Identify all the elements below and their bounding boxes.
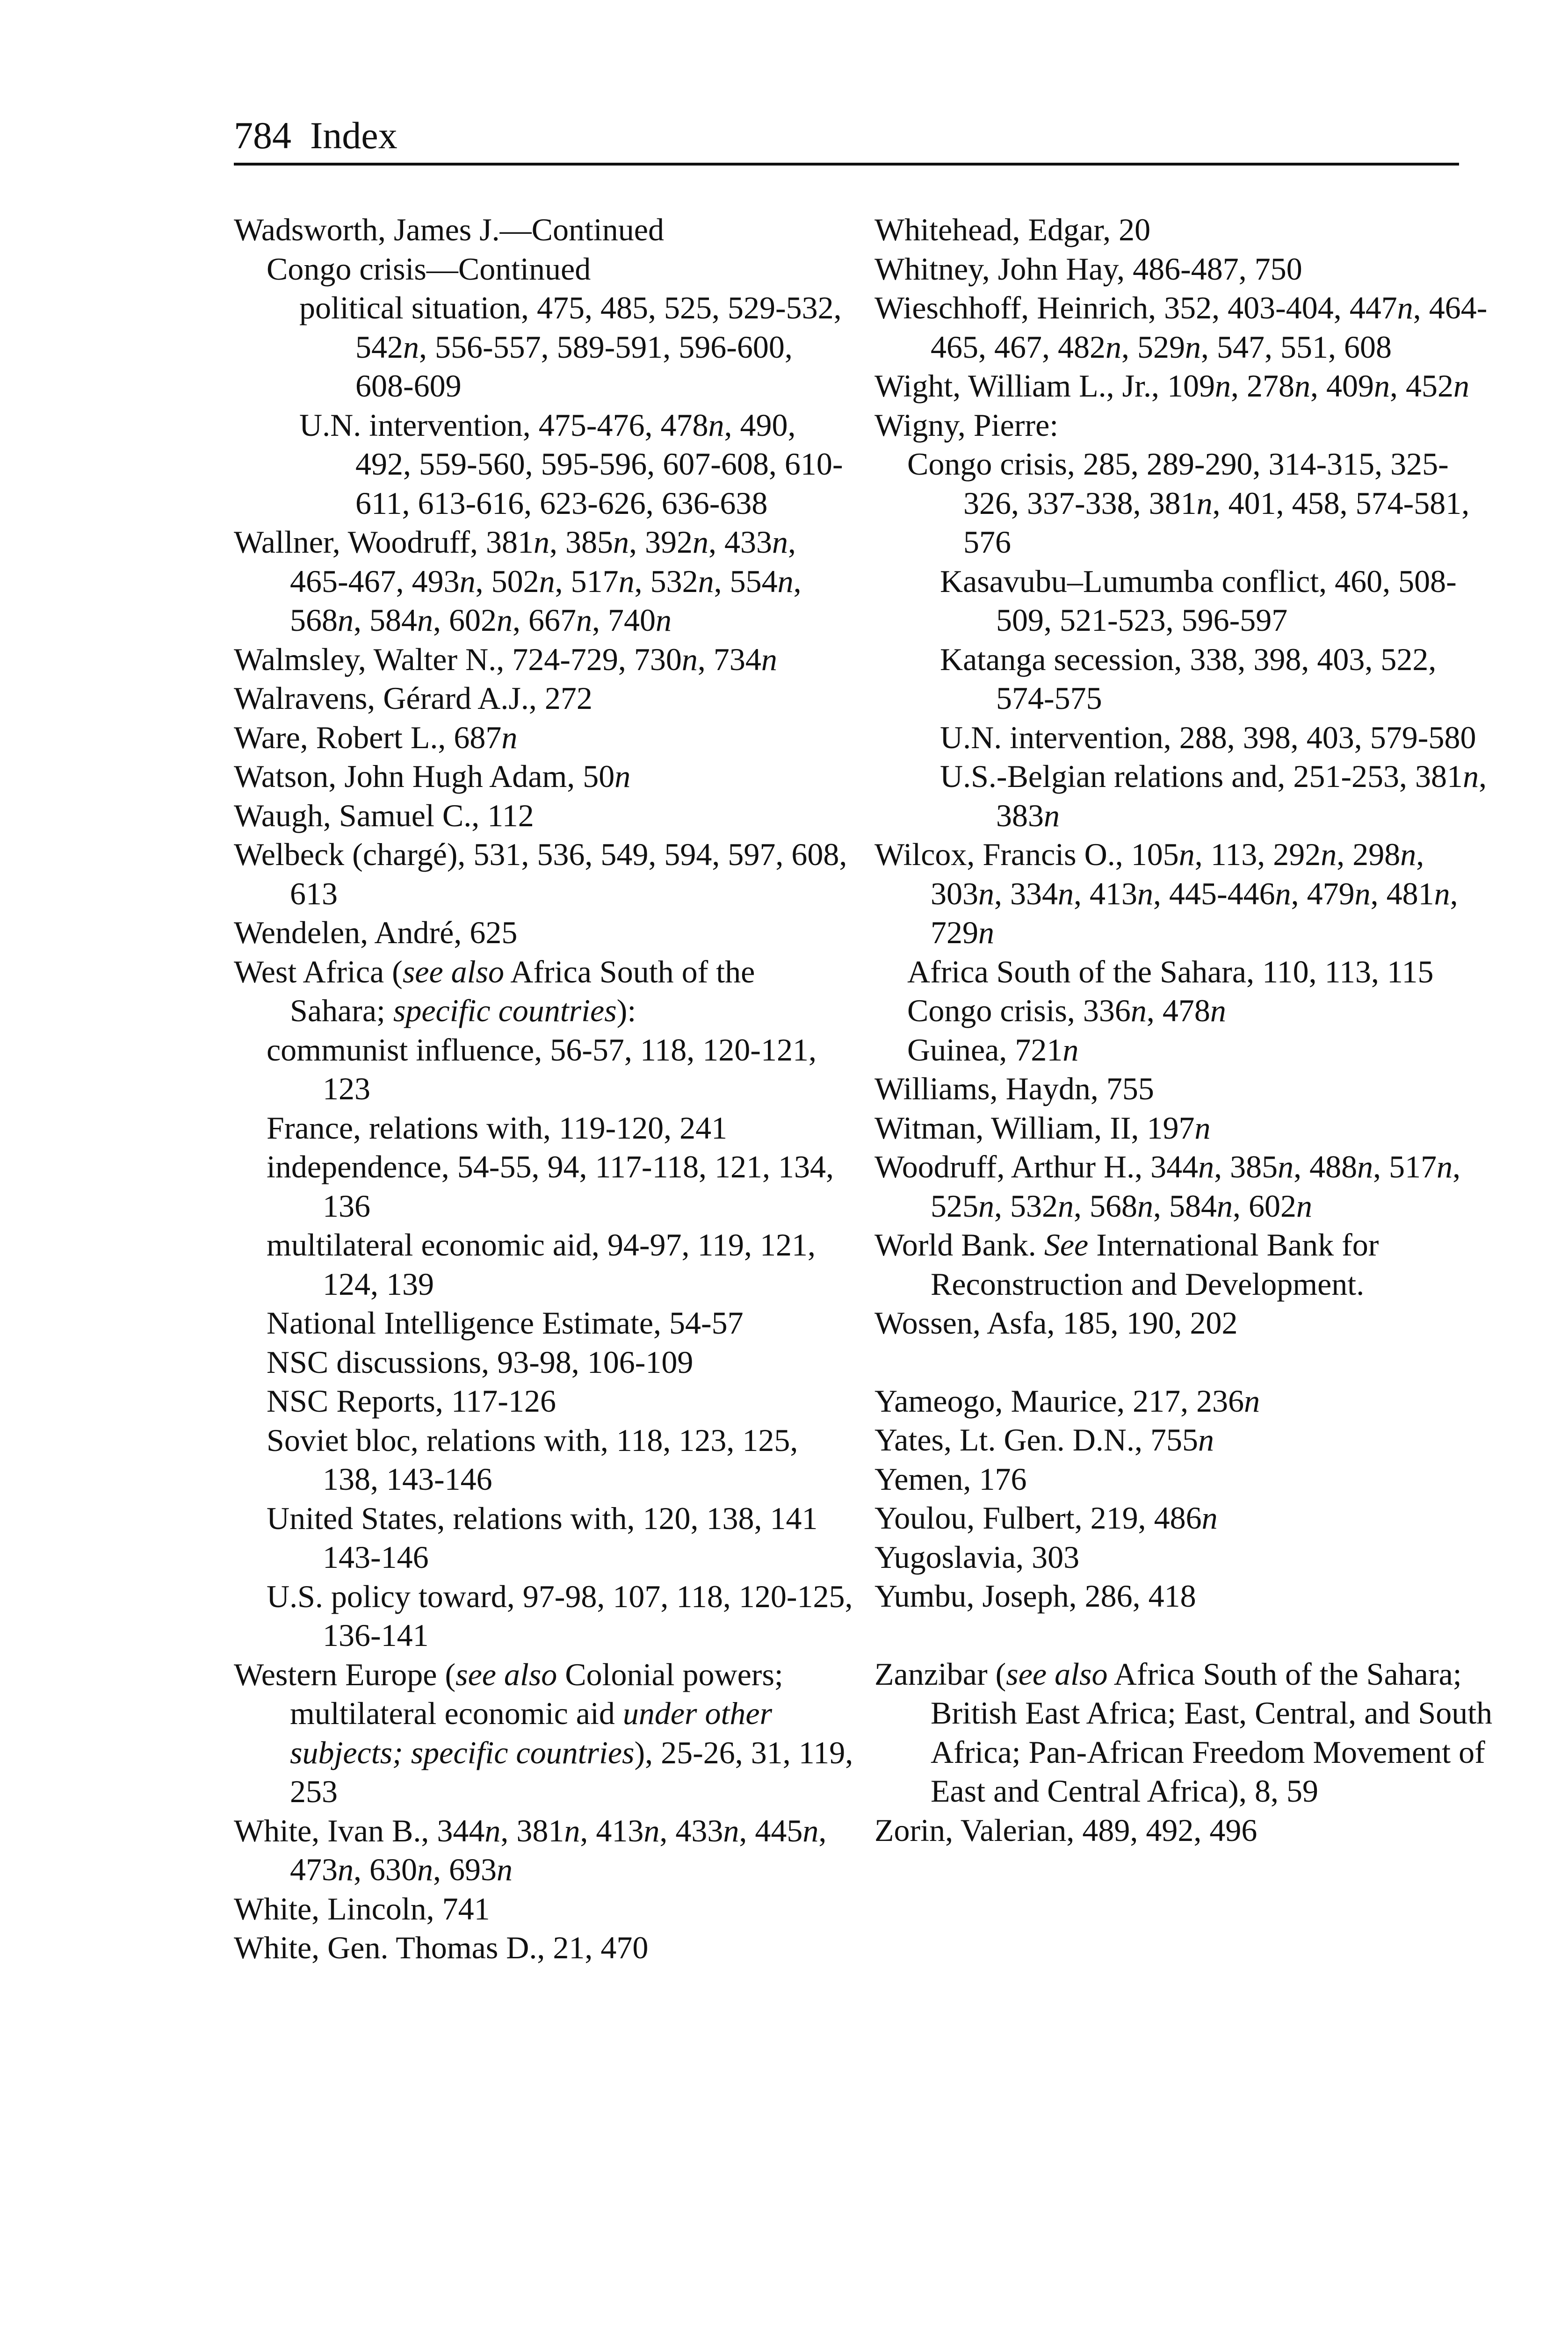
index-subentry: Guinea, 721n [907,1032,1079,1068]
index-column-right [874,210,1496,1850]
index-entry: Wossen, Asfa, 185, 190, 202 [874,1305,1238,1341]
index-subentry: NSC Reports, 117-126 [267,1383,556,1419]
index-subentry: France, relations with, 119-120, 241 [267,1110,728,1146]
index-entry: Yates, Lt. Gen. D.N., 755n [874,1422,1214,1458]
index-subentry: Congo crisis, 285, 289-290, 314-315, 325-326, 337-338, 381n, 401, 458, 574-581, 576 [907,446,1470,560]
index-entry: Zorin, Valerian, 489, 492, 496 [874,1812,1257,1848]
index-subentry: political situation, 475, 485, 525, 529-532, 542n, 556-557, 589-591, 596-600, 608-609 [299,290,842,404]
index-subentry: Katanga secession, 338, 398, 403, 522, 574-575 [940,641,1437,716]
index-entry: Williams, Haydn, 755 [874,1071,1154,1106]
index-entry: Witman, William, II, 197n [874,1110,1211,1146]
page-header [234,112,1459,166]
index-subentry: Soviet bloc, relations with, 118, 123, 125, 138, 143-146 [267,1422,798,1497]
index-entry: Wight, William L., Jr., 109n, 278n, 409n, 452n [874,368,1470,404]
index-entry: Yumbu, Joseph, 286, 418 [874,1578,1196,1614]
index-subentry: U.N. intervention, 475-476, 478n, 490, 492, 559-560, 595-596, 607-608, 610-611, 613-616, 623-626, 636-638 [299,407,843,521]
index-entry: Youlou, Fulbert, 219, 486n [874,1500,1218,1536]
index-subentry: Congo crisis, 336n, 478n [907,993,1226,1028]
index-subentry: U.N. intervention, 288, 398, 403, 579-580 [940,719,1476,755]
letter-group-gap [874,1616,1496,1655]
index-entry: Wigny, Pierre: [874,407,1059,443]
index-entry: Western Europe (see also Colonial powers; multilateral economic aid under other subjects; specific countries), 25-26, 31, 119, 253 [234,1656,853,1809]
index-entry: Woodruff, Arthur H., 344n, 385n, 488n, 517n, 525n, 532n, 568n, 584n, 602n [874,1149,1461,1224]
index-entry: Waugh, Samuel C., 112 [234,797,534,833]
letter-group-gap [874,1343,1496,1382]
index-subentry: communist influence, 56-57, 118, 120-121, 123 [267,1032,817,1106]
page-title: Index [310,114,397,157]
index-entry: Wadsworth, James J.—Continued [234,212,664,247]
index-entry: Yugoslavia, 303 [874,1539,1080,1575]
index-subentry: Africa South of the Sahara, 110, 113, 115 [907,953,1434,989]
index-subentry: Congo crisis—Continued [267,251,591,287]
index-subentry: U.S. policy toward, 97-98, 107, 118, 120-125, 136-141 [267,1578,853,1653]
index-entry: Zanzibar (see also Africa South of the Sahara; British East Africa; East, Central, and South Africa; Pan-African Freedom Movement of East and Central Africa), 8, 59 [874,1656,1493,1809]
index-entry: Yemen, 176 [874,1461,1027,1497]
index-entry: West Africa (see also Africa South of the Sahara; specific countries): [234,953,755,1028]
index-entry: Watson, John Hugh Adam, 50n [234,758,631,794]
index-entry: White, Ivan B., 344n, 381n, 413n, 433n, 445n, 473n, 630n, 693n [234,1812,827,1887]
index-subentry: independence, 54-55, 94, 117-118, 121, 134, 136 [267,1149,834,1224]
index-entry: Wendelen, André, 625 [234,915,518,950]
index-entry: Wallner, Woodruff, 381n, 385n, 392n, 433n, 465-467, 493n, 502n, 517n, 532n, 554n, 568n, 584n, 602n, 667n, 740n [234,524,802,638]
index-entry: Whitehead, Edgar, 20 [874,212,1151,247]
index-entry: White, Gen. Thomas D., 21, 470 [234,1930,649,1965]
index-entry: World Bank. See International Bank for Reconstruction and Development. [874,1227,1379,1302]
index-entry: Welbeck (chargé), 531, 536, 549, 594, 597, 608, 613 [234,837,847,911]
index-entry: Ware, Robert L., 687n [234,719,518,755]
index-column-left [234,210,856,1968]
index-subentry: National Intelligence Estimate, 54-57 [267,1305,744,1341]
index-entry: White, Lincoln, 741 [234,1891,490,1927]
index-subentry: U.S.-Belgian relations and, 251-253, 381n, 383n [940,758,1487,833]
index-entry: Walmsley, Walter N., 724-729, 730n, 734n [234,641,777,677]
page-number: 784 [234,114,291,157]
index-entry: Wilcox, Francis O., 105n, 113, 292n, 298n, 303n, 334n, 413n, 445-446n, 479n, 481n, 729n [874,837,1458,950]
index-entry: Yameogo, Maurice, 217, 236n [874,1383,1260,1419]
index-subentry: multilateral economic aid, 94-97, 119, 121, 124, 139 [267,1227,816,1302]
index-entry: Wieschhoff, Heinrich, 352, 403-404, 447n, 464-465, 467, 482n, 529n, 547, 551, 608 [874,290,1488,365]
index-subentry: NSC discussions, 93-98, 106-109 [267,1344,694,1380]
index-entry: Walravens, Gérard A.J., 272 [234,680,593,716]
index-entry: Whitney, John Hay, 486-487, 750 [874,251,1302,287]
index-subentry: Kasavubu–Lumumba conflict, 460, 508-509, 521-523, 596-597 [940,563,1457,638]
index-subentry: United States, relations with, 120, 138, 141 143-146 [267,1500,818,1575]
